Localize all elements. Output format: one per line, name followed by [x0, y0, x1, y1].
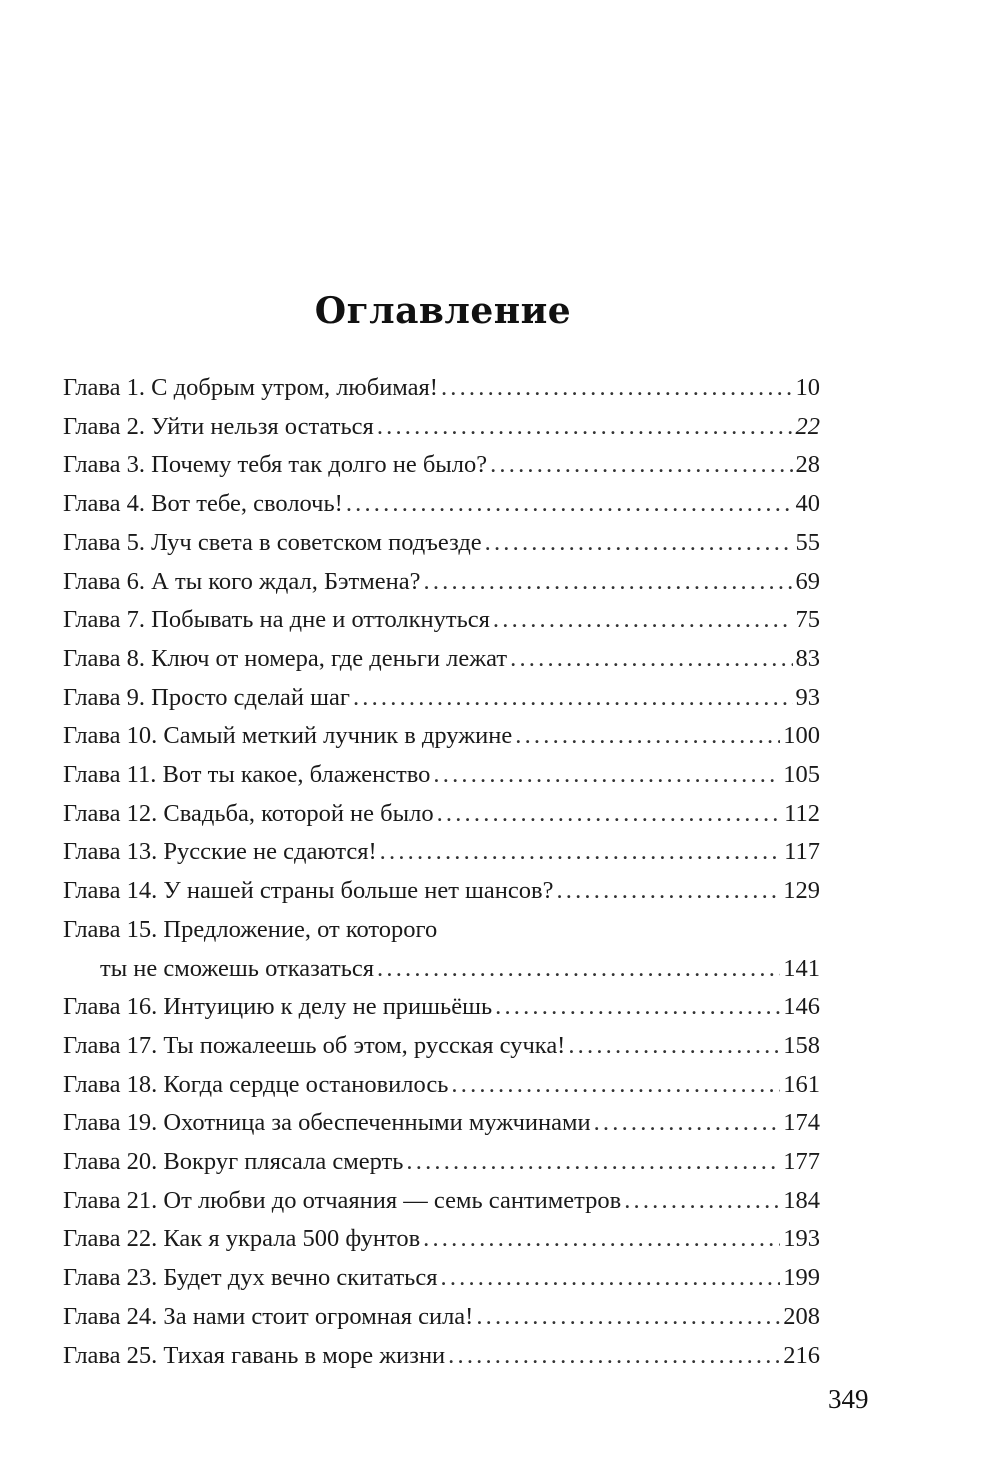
toc-entry	[63, 1066, 820, 1105]
toc-entry	[63, 601, 820, 640]
dot-leader	[510, 640, 792, 679]
toc-entry-title: Глава 7. Побывать на дне и оттолкнуться	[63, 606, 490, 634]
dot-leader	[568, 1027, 780, 1066]
toc-entry-page: 93	[795, 683, 820, 711]
toc-entry-page: 146	[783, 993, 820, 1021]
toc-entry-title-continuation: ты не сможешь отказаться	[100, 954, 375, 982]
toc-entry	[63, 1182, 820, 1221]
toc-entry-page: 216	[783, 1341, 820, 1369]
toc-entry	[63, 1259, 820, 1298]
toc-entry	[63, 369, 820, 408]
toc-entry-title: Глава 5. Луч света в советском подъезде	[63, 528, 482, 556]
page-number: 349	[828, 1384, 869, 1414]
toc-entry-line	[63, 601, 820, 640]
dot-leader	[451, 1066, 780, 1105]
dot-leader	[353, 679, 793, 718]
dot-leader	[624, 1182, 780, 1221]
toc-entry-line	[63, 1182, 820, 1221]
toc-heading: Оглавление	[314, 290, 572, 332]
toc-entry-title: Глава 15. Предложение, от которого	[63, 915, 438, 943]
toc-entry	[63, 833, 820, 872]
toc-entry-line	[63, 795, 820, 834]
dot-leader	[556, 872, 780, 911]
toc-entry-page: 100	[783, 722, 820, 750]
dot-leader	[406, 1143, 780, 1182]
toc-entry-title: Глава 6. А ты кого ждал, Бэтмена?	[63, 567, 421, 595]
toc-entry-title: Глава 2. Уйти нельзя остаться	[63, 412, 374, 440]
toc-entry-line	[63, 640, 820, 679]
toc-entry-line	[63, 872, 820, 911]
toc-entry-line	[63, 1143, 820, 1182]
toc-entry-page: 174	[783, 1109, 820, 1137]
toc-entry-page: 112	[784, 799, 820, 827]
toc-entry	[63, 640, 820, 679]
toc-entry-page: 129	[783, 877, 820, 905]
toc-entry-title: Глава 1. С добрым утром, любимая!	[63, 374, 438, 401]
toc-entry-title: Глава 4. Вот тебе, сволочь!	[63, 490, 343, 518]
toc-entry-page: 161	[783, 1070, 820, 1098]
toc-entry-title: Глава 8. Ключ от номера, где деньги лежат	[63, 644, 508, 672]
toc-entry-page: 177	[783, 1148, 820, 1176]
toc-entry-title: Глава 12. Свадьба, которой не было	[63, 799, 434, 827]
toc-entry-page: 22	[795, 412, 820, 440]
toc-entry	[63, 988, 820, 1027]
toc-entry-title: Глава 10. Самый меткий лучник в дружине	[63, 722, 513, 750]
dot-leader	[424, 563, 793, 602]
toc-entry-title: Глава 19. Охотница за обеспеченными мужчинами	[63, 1109, 591, 1137]
toc-entry-continuation-line	[63, 950, 820, 989]
toc-entry-title: Глава 21. От любви до отчаяния — семь сантиметров	[63, 1186, 622, 1214]
toc-entry-title: Глава 25. Тихая гавань в море жизни	[63, 1341, 446, 1369]
toc-list	[63, 369, 820, 1375]
toc-entry-line	[63, 833, 820, 872]
toc-entry-title: Глава 22. Как я украла 500 фунтов	[63, 1225, 421, 1253]
toc-entry-line	[63, 446, 820, 485]
toc-entry-line	[63, 717, 820, 756]
toc-entry-line	[63, 988, 820, 1027]
toc-entry	[63, 485, 820, 524]
toc-entry	[63, 717, 820, 756]
toc-entry	[63, 795, 820, 834]
toc-entry-title: Глава 9. Просто сделай шаг	[63, 683, 350, 711]
toc-entry-line	[63, 756, 820, 795]
toc-entry-line	[63, 563, 820, 602]
toc-entry-line	[63, 485, 820, 524]
toc-entry-title: Глава 24. За нами стоит огромная сила!	[63, 1302, 474, 1330]
dot-leader	[437, 795, 782, 834]
toc-entry-title: Глава 18. Когда сердце остановилось	[63, 1070, 449, 1098]
toc-entry-page: 28	[795, 451, 820, 479]
toc-entry	[63, 1337, 820, 1376]
toc-entry	[63, 911, 820, 988]
dot-leader	[495, 988, 780, 1027]
toc-entry-title: Глава 17. Ты пожалеешь об этом, русская сучка!	[63, 1031, 566, 1059]
dot-leader	[380, 833, 781, 872]
dot-leader	[493, 601, 793, 640]
toc-entry-page: 55	[795, 528, 820, 556]
toc-entry	[63, 679, 820, 718]
toc-entry-line	[63, 369, 820, 408]
toc-entry-line	[63, 1298, 820, 1337]
toc-entry-line	[63, 1027, 820, 1066]
toc-entry-title: Глава 20. Вокруг плясала смерть	[63, 1148, 404, 1176]
toc-entry-title: Глава 13. Русские не сдаются!	[63, 838, 377, 866]
toc-entry	[63, 563, 820, 602]
toc-entry-line	[63, 1220, 820, 1259]
toc-entry-title: Глава 3. Почему тебя так долго не было?	[63, 451, 488, 479]
toc-entry	[63, 1027, 820, 1066]
dot-leader	[490, 446, 792, 485]
toc-entry-title: Глава 11. Вот ты какое, блаженство	[63, 761, 431, 789]
dot-leader	[485, 524, 793, 563]
dot-leader	[476, 1298, 780, 1337]
toc-entry-line	[63, 408, 820, 447]
toc-entry	[63, 408, 820, 447]
toc-entry	[63, 1143, 820, 1182]
toc-entry	[63, 1104, 820, 1143]
toc-entry-page: 117	[784, 838, 820, 866]
toc-entry	[63, 446, 820, 485]
dot-leader	[594, 1104, 781, 1143]
dot-leader	[441, 369, 793, 408]
dot-leader	[515, 717, 780, 756]
toc-entry-page: 83	[795, 644, 820, 672]
toc-entry	[63, 524, 820, 563]
toc-entry-line	[63, 1337, 820, 1376]
toc-entry-page: 105	[783, 761, 820, 789]
toc-entry-title: Глава 16. Интуицию к делу не пришьёшь	[63, 993, 493, 1021]
toc-entry-line	[63, 524, 820, 563]
toc-entry	[63, 1220, 820, 1259]
toc-entry-page: 184	[783, 1186, 820, 1214]
dot-leader	[448, 1337, 780, 1376]
toc-entry	[63, 872, 820, 911]
toc-entry-page: 158	[783, 1031, 820, 1059]
dot-leader	[377, 408, 793, 447]
toc-entry-line	[63, 1066, 820, 1105]
dot-leader	[441, 1259, 781, 1298]
toc-entry-line	[63, 679, 820, 718]
toc-entry-page: 193	[783, 1225, 820, 1253]
toc-entry-page: 10	[795, 374, 820, 401]
dot-leader	[346, 485, 793, 524]
toc-entry	[63, 756, 820, 795]
toc-entry-title: Глава 23. Будет дух вечно скитаться	[63, 1264, 438, 1292]
toc-entry-page: 75	[795, 606, 820, 634]
dot-leader	[423, 1220, 780, 1259]
toc-entry-line	[63, 1259, 820, 1298]
toc-entry-page: 69	[795, 567, 820, 595]
toc-entry-page: 208	[783, 1302, 820, 1330]
dot-leader	[433, 756, 780, 795]
toc-entry-line	[63, 1104, 820, 1143]
toc-entry-page: 141	[783, 954, 820, 982]
toc-entry-page: 199	[783, 1264, 820, 1292]
toc-entry-page: 40	[795, 490, 820, 518]
toc-entry	[63, 1298, 820, 1337]
toc-entry-title: Глава 14. У нашей страны больше нет шансов?	[63, 877, 554, 905]
dot-leader	[377, 950, 780, 989]
toc-entry-line	[63, 911, 820, 950]
